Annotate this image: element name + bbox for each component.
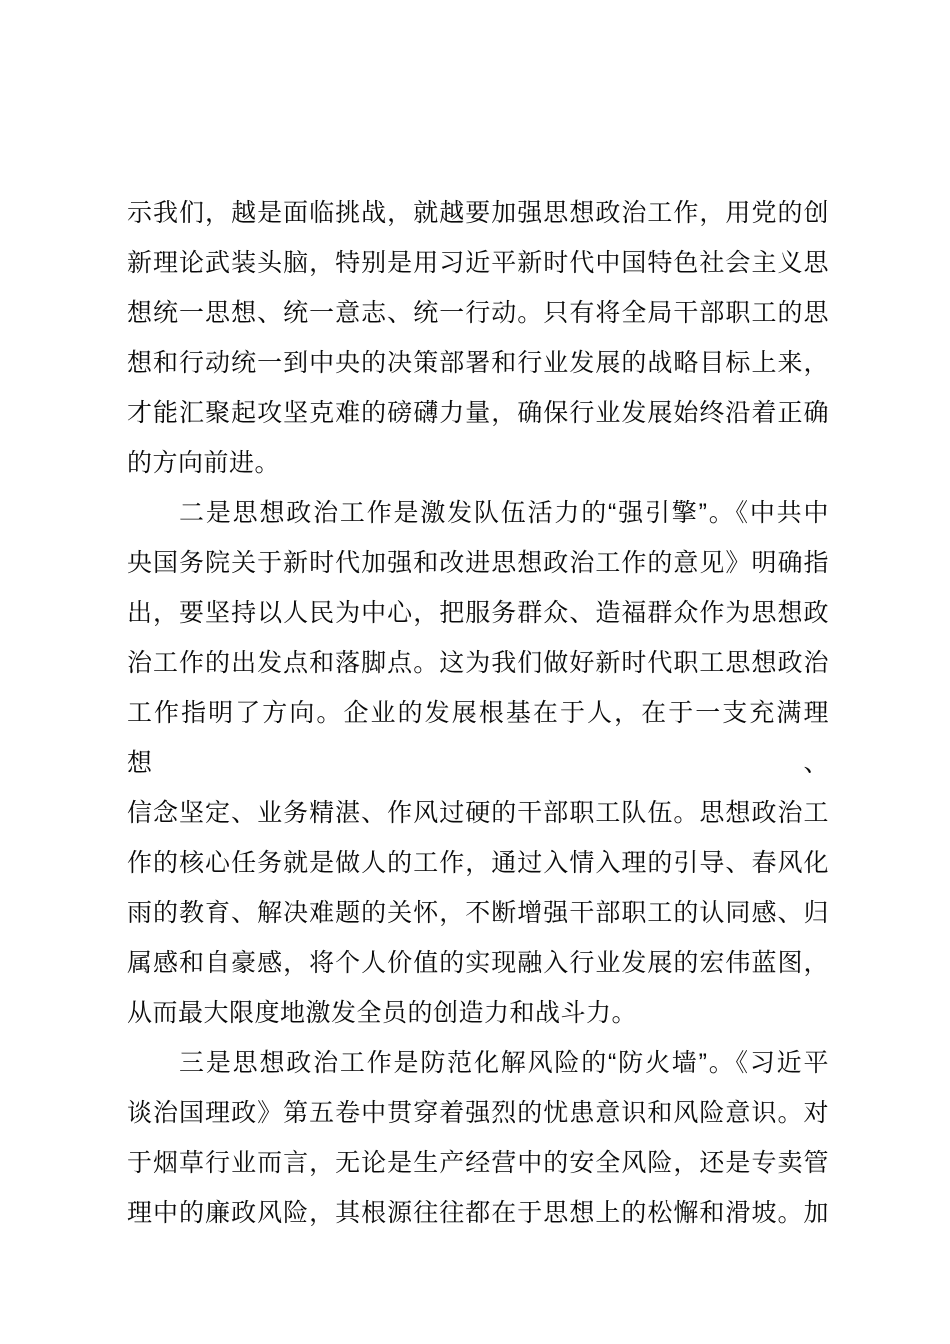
text-line: 理中的廉政风险，其根源往往都在于思想上的松懈和滑坡。加 <box>127 1199 829 1227</box>
text-line: 作的核心任务就是做人的工作，通过入情入理的引导、春风化 <box>127 849 829 877</box>
text-line: 才能汇聚起攻坚克难的磅礴力量，确保行业发展始终沿着正确 <box>127 399 829 427</box>
paragraph-1 <box>127 188 829 488</box>
text-line: 的方向前进。 <box>127 449 281 477</box>
paragraph-2 <box>127 488 829 1038</box>
text-line: 治工作的出发点和落脚点。这为我们做好新时代职工思想政治 <box>127 649 829 677</box>
text-line: 属感和自豪感，将个人价值的实现融入行业发展的宏伟蓝图， <box>127 949 829 977</box>
text-line: 三是思想政治工作是防范化解风险的“防火墙”。《习近平 <box>179 1049 829 1077</box>
text-line: 示我们，越是面临挑战，就越要加强思想政治工作，用党的创 <box>127 199 829 227</box>
text-line: 二是思想政治工作是激发队伍活力的“强引擎”。《中共中 <box>179 499 829 527</box>
text-line: 从而最大限度地激发全员的创造力和战斗力。 <box>127 999 638 1027</box>
paragraph-3 <box>127 1038 829 1238</box>
text-line: 信念坚定、业务精湛、作风过硬的干部职工队伍。思想政治工 <box>127 799 829 827</box>
text-line: 出，要坚持以人民为中心，把服务群众、造福群众作为思想政 <box>127 599 829 627</box>
document-text-block <box>127 188 829 1238</box>
text-line: 想和行动统一到中央的决策部署和行业发展的战略目标上来， <box>127 349 829 377</box>
text-line: 工作指明了方向。企业的发展根基在于人，在于一支充满理想、 <box>127 699 829 777</box>
text-line: 新理论武装头脑，特别是用习近平新时代中国特色社会主义思 <box>127 249 829 277</box>
text-line: 央国务院关于新时代加强和改进思想政治工作的意见》明确指 <box>127 549 829 577</box>
text-line: 于烟草行业而言，无论是生产经营中的安全风险，还是专卖管 <box>127 1149 829 1177</box>
text-line: 想统一思想、统一意志、统一行动。只有将全局干部职工的思 <box>127 299 829 327</box>
text-line: 雨的教育、解决难题的关怀，不断增强干部职工的认同感、归 <box>127 899 829 927</box>
text-line: 谈治国理政》第五卷中贯穿着强烈的忧患意识和风险意识。对 <box>127 1099 829 1127</box>
